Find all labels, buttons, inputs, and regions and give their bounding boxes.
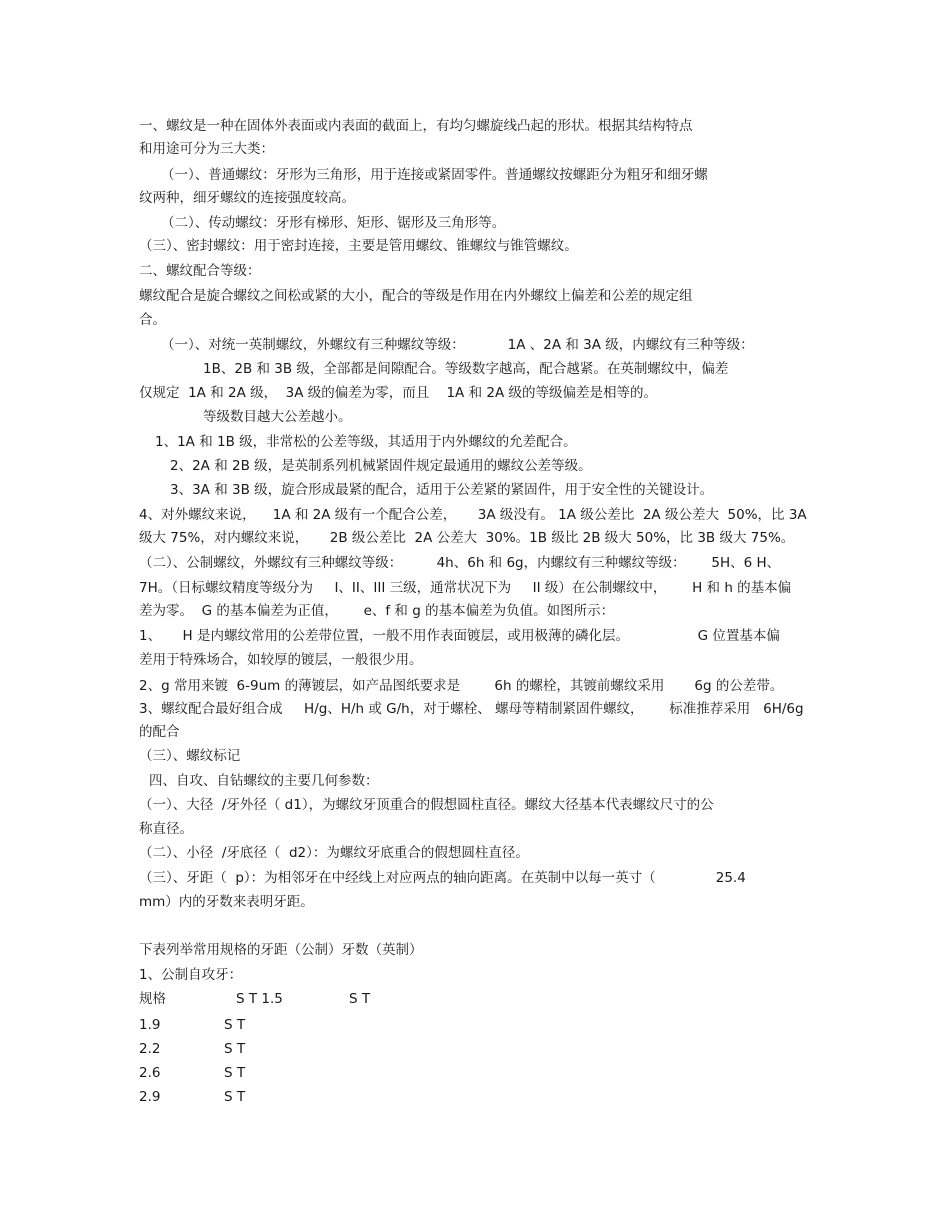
text-line: 3、3A 和 3B 级，旋合形成最紧的配合，适用于公差紧的紧固件，用于安全性的关键设计。 xyxy=(170,482,714,498)
table-cell: 2.2 xyxy=(139,1041,161,1057)
text-line: （三）、螺纹标记 xyxy=(139,748,241,764)
text-line: 1、1A 和 1B 级，非常松的公差等级，其适用于内外螺纹的允差配合。 xyxy=(155,434,577,450)
text-line: 1、公制自攻牙： xyxy=(139,967,243,983)
table-cell: 2.6 xyxy=(139,1065,161,1081)
table-header-cell: S T xyxy=(349,991,371,1007)
section-heading: 四、自攻、自钻螺纹的主要几何参数： xyxy=(149,773,379,789)
text-line: 螺纹配合是旋合螺纹之间松或紧的大小，配合的等级是作用在内外螺纹上偏差和公差的规定组 xyxy=(139,288,693,304)
text-line: 的配合 xyxy=(139,724,180,740)
text-line: （二）、传动螺纹：牙形有梯形、矩形、锯形及三角形等。 xyxy=(161,215,506,231)
text-line: 7H。（日标螺纹精度等级分为 I、II、III 三级，通常状况下为 II 级）在公制螺纹中， H 和 h 的基本偏 xyxy=(139,580,792,596)
text-line: 一、螺纹是一种在固体外表面或内表面的截面上，有均匀螺旋线凸起的形状。根据其结构特点 xyxy=(139,118,693,134)
text-line: mm）内的牙数来表明牙距。 xyxy=(139,894,314,910)
table-cell: 1.9 xyxy=(139,1017,161,1033)
text-line: 1、 H 是内螺纹常用的公差带位置，一般不用作表面镀层，或用极薄的磷化层。 G 位置基本偏 xyxy=(139,628,780,644)
text-line: （一）、对统一英制螺纹，外螺纹有三种螺纹等级： 1A 、2A 和 3A 级，内螺纹有三种等级： xyxy=(161,337,754,353)
text-line: （一）、普通螺纹：牙形为三角形，用于连接或紧固零件。普通螺纹按螺距分为粗牙和细牙螺 xyxy=(161,167,708,183)
text-line: 等级数目越大公差越小。 xyxy=(203,409,352,425)
section-heading: 二、螺纹配合等级： xyxy=(139,263,261,279)
text-line: 3、螺纹配合最好组合成 H/g、H/h 或 G/h，对于螺栓、 螺母等精制紧固件螺纹， 标准推荐采用 6H/6g xyxy=(139,701,804,717)
text-line: 2、g 常用来镀 6-9um 的薄镀层，如产品图纸要求是 6h 的螺栓，其镀前螺纹采用 6g 的公差带。 xyxy=(139,678,784,694)
text-line: 2、2A 和 2B 级，是英制系列机械紧固件规定最通用的螺纹公差等级。 xyxy=(170,458,592,474)
text-line: 差为零。 G 的基本偏差为正值， e、f 和 g 的基本偏差为负值。如图所示： xyxy=(139,603,615,619)
text-line: 合。 xyxy=(139,312,166,328)
text-line: （二）、小径 /牙底径（ d2）：为螺纹牙底重合的假想圆柱直径。 xyxy=(139,845,529,861)
text-line: 称直径。 xyxy=(139,821,193,837)
table-cell: S T xyxy=(224,1041,246,1057)
text-line: 仅规定 1A 和 2A 级， 3A 级的偏差为零，而且 1A 和 2A 级的等级偏差是相等的。 xyxy=(139,385,657,401)
text-line: 下表列举常用规格的牙距（公制）牙数（英制） xyxy=(139,942,423,958)
text-line: （二）、公制螺纹，外螺纹有三种螺纹等级： 4h、6h 和 6g，内螺纹有三种螺纹等级： 5H、6 H、 xyxy=(139,555,781,571)
text-line: 4、对外螺纹来说， 1A 和 2A 级有一个配合公差， 3A 级没有。 1A 级公差比 2A 级公差大 50%，比 3A xyxy=(139,507,807,523)
table-cell: 2.9 xyxy=(139,1089,161,1105)
text-line: 纹两种，细牙螺纹的连接强度较高。 xyxy=(139,190,355,206)
table-cell: S T xyxy=(224,1017,246,1033)
table-header-cell: S T 1.5 xyxy=(236,991,283,1007)
table-header-cell: 规格 xyxy=(139,991,166,1007)
text-line: （三）、牙距（ p）：为相邻牙在中经线上对应两点的轴向距离。在英制中以每一英寸（ 25.4 xyxy=(139,870,746,886)
text-line: 和用途可分为三大类： xyxy=(139,141,274,157)
table-cell: S T xyxy=(224,1065,246,1081)
text-line: （三）、密封螺纹：用于密封连接，主要是管用螺纹、锥螺纹与锥管螺纹。 xyxy=(139,238,578,254)
text-line: 差用于特殊场合，如较厚的镀层，一般很少用。 xyxy=(139,652,423,668)
text-line: （一）、大径 /牙外径（ d1），为螺纹牙顶重合的假想圆柱直径。螺纹大径基本代表螺纹尺寸的公 xyxy=(139,797,714,813)
text-line: 1B、2B 和 3B 级，全部都是间隙配合。等级数字越高，配合越紧。在英制螺纹中，偏差 xyxy=(203,361,729,377)
table-cell: S T xyxy=(224,1089,246,1105)
text-line: 级大 75%，对内螺纹来说， 2B 级公差比 2A 公差大 30%。1B 级比 2B 级大 50%，比 3B 级大 75%。 xyxy=(139,530,795,546)
